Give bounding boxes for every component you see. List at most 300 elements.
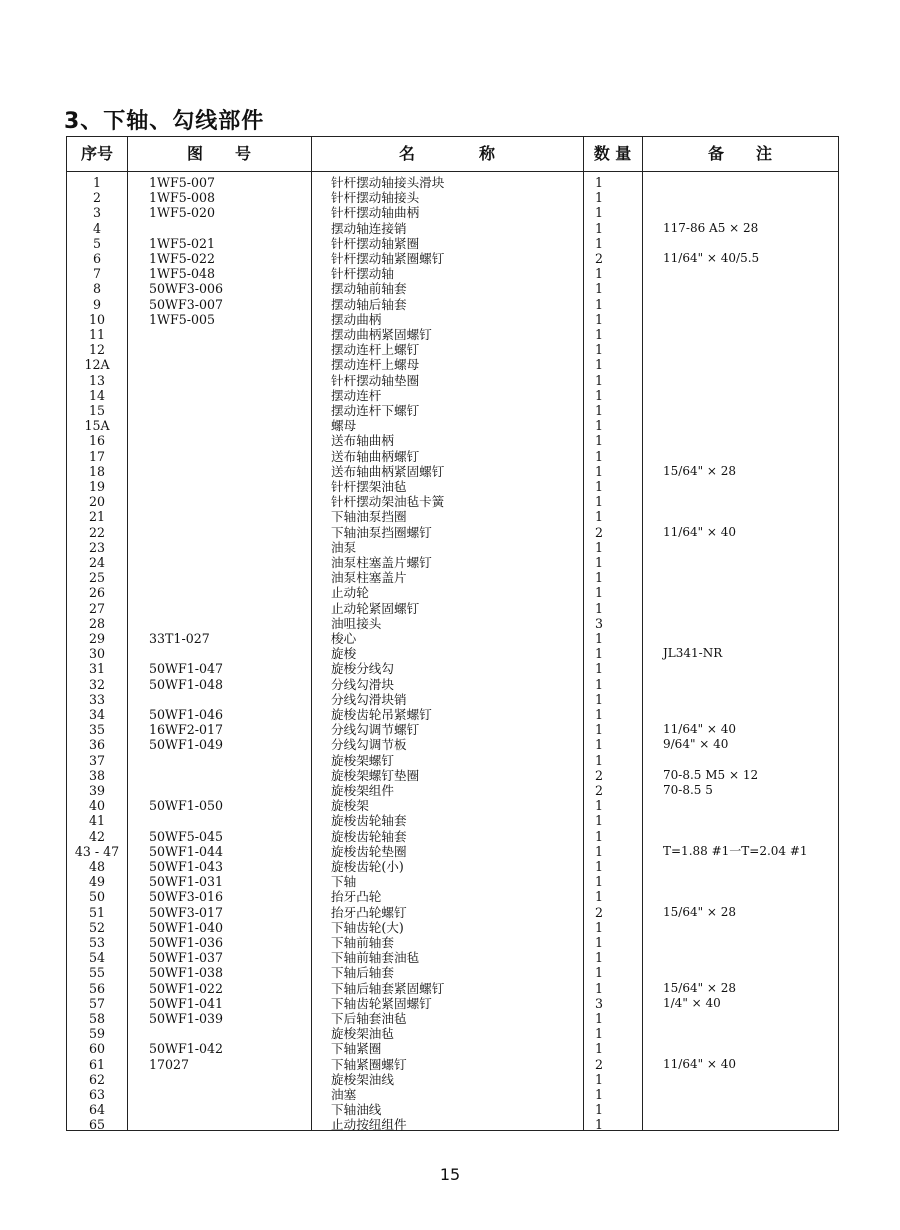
row-seq: 3 [92, 205, 101, 221]
table-row [67, 646, 838, 661]
row-name: 旋梭 [331, 646, 357, 662]
row-seq: 43 - 47 [74, 843, 120, 859]
row-name: 下轴后轴套紧固螺钉 [331, 980, 445, 996]
table-row [67, 920, 838, 935]
row-quantity: 1 [594, 752, 603, 768]
header-note: 备 注 [707, 144, 772, 163]
row-seq: 6 [92, 251, 101, 266]
row-name: 下轴前轴套油毡 [331, 950, 420, 966]
row-quantity: 1 [594, 843, 603, 859]
table-row [67, 935, 838, 950]
row-name: 针杆摆动轴 [331, 266, 394, 282]
row-name: 摆动曲柄 [331, 311, 382, 327]
table-row [67, 403, 838, 418]
row-name: 下轴紧圈螺钉 [331, 1056, 407, 1072]
row-part-number: 33T1-027 [149, 631, 210, 646]
header-seq: 序号 [80, 144, 113, 163]
row-seq: 27 [88, 600, 106, 616]
row-quantity: 2 [594, 524, 603, 540]
row-part-number: 50WF1-043 [149, 859, 224, 874]
row-seq: 28 [88, 615, 106, 631]
table-row [67, 996, 838, 1011]
row-name: 旋梭齿轮垫圈 [331, 843, 407, 859]
row-quantity: 1 [594, 570, 603, 586]
row-part-number: 50WF1-037 [149, 950, 224, 966]
row-seq: 41 [88, 813, 106, 829]
table-row [67, 525, 838, 540]
row-part-number: 1WF5-022 [149, 251, 216, 266]
row-quantity: 1 [594, 342, 603, 358]
row-part-number: 50WF3-017 [149, 904, 224, 920]
row-note: JL341-NR [663, 646, 723, 661]
row-seq: 31 [88, 661, 106, 677]
row-part-number: 16WF2-017 [149, 722, 224, 738]
table-row [67, 449, 838, 464]
row-name: 分线勾滑块销 [331, 691, 407, 707]
row-part-number: 1WF5-007 [149, 175, 216, 190]
row-name: 摆动轴连接销 [331, 220, 407, 236]
row-part-number: 1WF5-020 [149, 205, 216, 221]
table-row [67, 1087, 838, 1102]
row-quantity: 1 [594, 175, 603, 190]
row-quantity: 1 [594, 479, 603, 494]
row-name: 下轴油线 [331, 1102, 382, 1118]
row-name: 针杆摆动轴紧圈螺钉 [331, 251, 445, 266]
row-part-number: 50WF1-042 [149, 1041, 224, 1057]
header-quantity: 数 量 [593, 144, 632, 163]
table-row [67, 312, 838, 327]
table-row [67, 540, 838, 555]
table-row [67, 297, 838, 312]
row-quantity: 1 [594, 1102, 603, 1118]
table-row [67, 418, 838, 433]
row-name: 止动按纽组件 [331, 1117, 407, 1133]
row-seq: 55 [88, 965, 106, 981]
table-row [67, 722, 838, 737]
table-row [67, 1102, 838, 1117]
row-quantity: 1 [594, 494, 603, 510]
row-seq: 21 [88, 509, 106, 525]
row-part-number: 50WF3-006 [149, 281, 224, 297]
row-name: 针杆摆动架油毡卡簧 [331, 494, 445, 510]
row-seq: 23 [88, 539, 106, 555]
row-name: 下轴 [331, 874, 357, 890]
row-name: 油泵柱塞盖片螺钉 [331, 555, 432, 570]
row-quantity: 2 [594, 1056, 603, 1072]
row-name: 旋梭架油线 [331, 1071, 394, 1087]
row-quantity: 2 [594, 783, 603, 798]
row-seq: 48 [88, 859, 106, 874]
table-row [67, 601, 838, 616]
row-seq: 30 [88, 646, 106, 662]
table-row [67, 783, 838, 798]
row-seq: 54 [88, 950, 106, 966]
table-row [67, 190, 838, 205]
table-row [67, 859, 838, 874]
row-quantity: 1 [594, 311, 603, 327]
row-part-number: 50WF1-039 [149, 1011, 224, 1026]
row-seq: 19 [88, 479, 106, 494]
row-quantity: 2 [594, 904, 603, 920]
row-name: 针杆摆动轴接头滑块 [331, 175, 445, 190]
row-seq: 14 [88, 387, 106, 403]
table-row [67, 768, 838, 783]
table-row [67, 570, 838, 585]
section-title: 3、下轴、勾线部件 [64, 109, 265, 134]
row-name: 下轴油泵挡圈螺钉 [331, 524, 432, 540]
row-quantity: 1 [594, 950, 603, 966]
table-row [67, 585, 838, 600]
table-row [67, 205, 838, 220]
row-name: 下轴齿轮(大) [331, 919, 404, 935]
row-seq: 34 [88, 707, 106, 722]
row-quantity: 1 [594, 631, 603, 646]
table-row [67, 281, 838, 296]
row-note: 15/64" × 28 [663, 904, 737, 919]
header-name: 名 称 [398, 144, 495, 163]
row-quantity: 1 [594, 859, 603, 874]
row-seq: 38 [88, 767, 106, 783]
row-quantity: 1 [594, 357, 603, 373]
row-seq: 16 [88, 433, 106, 449]
row-quantity: 1 [594, 813, 603, 829]
row-part-number: 1WF5-048 [149, 266, 216, 282]
row-name: 摆动连杆 [331, 387, 382, 403]
table-row [67, 905, 838, 920]
row-quantity: 1 [594, 600, 603, 616]
row-seq: 26 [88, 585, 106, 601]
row-seq: 8 [92, 281, 101, 297]
row-part-number: 50WF1-031 [149, 874, 224, 890]
table-row [67, 342, 838, 357]
row-quantity: 1 [594, 403, 603, 418]
row-seq: 53 [88, 935, 106, 950]
header-divider [67, 171, 838, 172]
table-row [67, 251, 838, 266]
table-row [67, 494, 838, 509]
row-name: 分线勾滑块 [331, 676, 394, 692]
row-part-number: 50WF1-041 [149, 995, 224, 1011]
row-part-number: 1WF5-021 [149, 235, 216, 251]
row-note: 11/64" × 40 [663, 722, 737, 737]
row-seq: 51 [88, 904, 106, 920]
table-row [67, 509, 838, 524]
row-quantity: 1 [594, 372, 603, 388]
table-row [67, 661, 838, 676]
table-row [67, 1117, 838, 1132]
row-seq: 29 [88, 631, 106, 646]
row-name: 旋梭架螺钉 [331, 752, 394, 768]
row-seq: 11 [88, 327, 106, 342]
row-quantity: 1 [594, 281, 603, 297]
row-name: 旋梭分线勾 [331, 661, 394, 677]
row-quantity: 1 [594, 296, 603, 312]
row-quantity: 1 [594, 539, 603, 555]
table-row [67, 889, 838, 904]
row-note: 11/64" × 40 [663, 1056, 737, 1071]
row-name: 针杆摆动轴紧圈 [331, 235, 420, 251]
row-seq: 50 [88, 889, 106, 905]
row-part-number: 50WF5-045 [149, 828, 224, 844]
row-part-number: 50WF1-046 [149, 707, 224, 722]
row-quantity: 1 [594, 707, 603, 722]
row-name: 送布轴曲柄紧固螺钉 [331, 463, 445, 479]
row-seq: 58 [88, 1011, 106, 1026]
row-seq: 9 [92, 296, 101, 312]
row-name: 油咀接头 [331, 615, 382, 631]
table-row [67, 479, 838, 494]
row-part-number: 50WF1-049 [149, 737, 224, 753]
row-quantity: 1 [594, 433, 603, 449]
table-row [67, 1026, 838, 1041]
row-seq: 4 [92, 220, 101, 236]
row-quantity: 1 [594, 1087, 603, 1102]
row-name: 油泵 [331, 539, 357, 555]
row-name: 抬牙凸轮 [331, 889, 382, 905]
row-name: 送布轴曲柄螺钉 [331, 448, 420, 464]
row-seq: 24 [88, 555, 106, 570]
row-quantity: 1 [594, 737, 603, 753]
row-name: 旋梭架油毡 [331, 1026, 394, 1042]
row-quantity: 1 [594, 555, 603, 570]
row-seq: 25 [88, 570, 106, 586]
row-name: 下轴紧圈 [331, 1041, 382, 1057]
row-part-number: 50WF3-007 [149, 296, 224, 312]
row-quantity: 2 [594, 251, 603, 266]
row-seq: 10 [88, 311, 106, 327]
row-quantity: 1 [594, 235, 603, 251]
row-seq: 60 [88, 1041, 106, 1057]
row-note: 15/64" × 28 [663, 980, 737, 995]
row-quantity: 1 [594, 220, 603, 236]
table-row [67, 874, 838, 889]
row-seq: 33 [88, 691, 106, 707]
table-row [67, 464, 838, 479]
row-seq: 20 [88, 494, 106, 510]
row-seq: 5 [92, 235, 101, 251]
row-seq: 40 [88, 798, 106, 814]
row-seq: 42 [88, 828, 106, 844]
row-name: 旋梭架螺钉垫圈 [331, 767, 420, 783]
row-name: 摆动连杆下螺钉 [331, 403, 420, 418]
row-name: 下轴齿轮紧固螺钉 [331, 995, 432, 1011]
table-row [67, 950, 838, 965]
row-seq: 57 [88, 995, 106, 1011]
row-quantity: 1 [594, 980, 603, 996]
row-part-number: 50WF1-050 [149, 798, 224, 814]
table-row [67, 555, 838, 570]
row-name: 止动轮紧固螺钉 [331, 600, 420, 616]
row-name: 旋梭齿轮轴套 [331, 813, 407, 829]
table-row [67, 1011, 838, 1026]
row-quantity: 1 [594, 1071, 603, 1087]
row-quantity: 1 [594, 676, 603, 692]
table-row [67, 433, 838, 448]
row-seq: 59 [88, 1026, 106, 1042]
row-name: 下后轴套油毡 [331, 1011, 407, 1026]
row-quantity: 1 [594, 965, 603, 981]
table-row [67, 236, 838, 251]
row-part-number: 50WF1-047 [149, 661, 224, 677]
row-quantity: 1 [594, 691, 603, 707]
row-quantity: 3 [594, 995, 603, 1011]
row-seq: 62 [88, 1071, 106, 1087]
row-name: 送布轴曲柄 [331, 433, 394, 449]
row-quantity: 3 [594, 615, 603, 631]
row-name: 梭心 [331, 631, 357, 646]
row-part-number: 1WF5-008 [149, 190, 216, 206]
header-part-number: 图 号 [186, 144, 251, 163]
row-quantity: 1 [594, 661, 603, 677]
table-row [67, 266, 838, 281]
table-row [67, 737, 838, 752]
row-quantity: 1 [594, 1011, 603, 1026]
row-seq: 49 [88, 874, 106, 890]
row-name: 抬牙凸轮螺钉 [331, 904, 407, 920]
row-note: T=1.88 #1一T=2.04 #1 [663, 843, 808, 858]
row-seq: 64 [88, 1102, 106, 1118]
row-part-number: 50WF3-016 [149, 889, 224, 905]
page-number: 15 [439, 1165, 461, 1184]
row-seq: 39 [88, 783, 106, 798]
table-row [67, 631, 838, 646]
row-seq: 63 [88, 1087, 106, 1102]
row-note: 117-86 A5 × 28 [663, 220, 759, 235]
row-seq: 52 [88, 919, 106, 935]
row-name: 摆动轴后轴套 [331, 296, 407, 312]
row-seq: 35 [88, 722, 106, 738]
table-row [67, 707, 838, 722]
row-name: 下轴油泵挡圈 [331, 509, 407, 525]
row-part-number: 50WF1-036 [149, 935, 224, 950]
row-seq: 18 [88, 463, 106, 479]
row-quantity: 1 [594, 874, 603, 890]
row-seq: 36 [88, 737, 106, 753]
row-name: 止动轮 [331, 585, 369, 601]
row-quantity: 1 [594, 418, 603, 434]
table-row [67, 1041, 838, 1056]
row-quantity: 1 [594, 646, 603, 662]
row-name: 摆动轴前轴套 [331, 281, 407, 297]
table-row [67, 221, 838, 236]
row-note: 70-8.5 5 [663, 783, 713, 797]
row-name: 针杆摆动轴曲柄 [331, 205, 420, 221]
row-note: 11/64" × 40 [663, 524, 737, 539]
row-quantity: 1 [594, 266, 603, 282]
row-seq: 61 [88, 1056, 106, 1072]
row-part-number: 50WF1-038 [149, 965, 224, 981]
table-row [67, 692, 838, 707]
row-quantity: 1 [594, 448, 603, 464]
row-quantity: 1 [594, 798, 603, 814]
row-name: 摆动连杆上螺钉 [331, 342, 420, 358]
row-name: 摆动连杆上螺母 [331, 357, 420, 373]
table-row [67, 175, 838, 190]
row-seq: 13 [88, 372, 106, 388]
table-row [67, 373, 838, 388]
row-quantity: 1 [594, 919, 603, 935]
table-row [67, 1057, 838, 1072]
row-name: 旋梭架 [331, 798, 369, 814]
row-seq: 17 [88, 448, 106, 464]
table-row [67, 388, 838, 403]
row-name: 针杆摆动轴垫圈 [331, 372, 420, 388]
row-quantity: 1 [594, 1041, 603, 1057]
parts-table [66, 136, 839, 1131]
table-row [67, 753, 838, 768]
row-quantity: 1 [594, 1026, 603, 1042]
row-note: 15/64" × 28 [663, 463, 737, 478]
row-name: 针杆摆架油毡 [331, 479, 407, 494]
row-name: 分线勾调节螺钉 [331, 722, 420, 738]
row-name: 下轴前轴套 [331, 935, 394, 950]
row-quantity: 1 [594, 387, 603, 403]
table-row [67, 844, 838, 859]
row-seq: 37 [88, 752, 106, 768]
row-name: 油塞 [331, 1087, 357, 1102]
row-part-number: 50WF1-040 [149, 919, 224, 935]
row-seq: 56 [88, 980, 106, 996]
row-name: 旋梭架组件 [331, 783, 394, 798]
row-name: 分线勾调节板 [331, 737, 407, 753]
row-part-number: 17027 [149, 1056, 190, 1072]
row-quantity: 1 [594, 327, 603, 342]
table-row [67, 357, 838, 372]
row-quantity: 1 [594, 509, 603, 525]
row-note: 9/64" × 40 [663, 737, 729, 752]
row-quantity: 1 [594, 585, 603, 601]
table-row [67, 327, 838, 342]
row-quantity: 1 [594, 722, 603, 738]
row-part-number: 50WF1-044 [149, 843, 224, 859]
row-quantity: 1 [594, 828, 603, 844]
row-seq: 15 [88, 403, 106, 418]
row-quantity: 1 [594, 889, 603, 905]
row-name: 旋梭齿轮吊紧螺钉 [331, 707, 432, 722]
row-seq: 65 [88, 1117, 106, 1133]
row-seq: 12 [88, 342, 106, 358]
row-note: 11/64" × 40/5.5 [663, 251, 760, 265]
table-row [67, 616, 838, 631]
row-quantity: 2 [594, 767, 603, 783]
row-name: 针杆摆动轴接头 [331, 190, 420, 206]
table-row [67, 1072, 838, 1087]
row-name: 下轴后轴套 [331, 965, 394, 981]
row-seq: 12A [84, 357, 110, 373]
row-part-number: 50WF1-048 [149, 676, 224, 692]
row-quantity: 1 [594, 935, 603, 950]
row-name: 摆动曲柄紧固螺钉 [331, 327, 432, 342]
row-seq: 32 [88, 676, 106, 692]
table-row [67, 813, 838, 828]
row-name: 旋梭齿轮(小) [331, 859, 404, 874]
table-row [67, 677, 838, 692]
table-row [67, 829, 838, 844]
row-seq: 7 [92, 266, 101, 282]
row-name: 油泵柱塞盖片 [331, 570, 407, 586]
row-note: 70-8.5 M5 × 12 [663, 767, 759, 782]
row-seq: 15A [84, 418, 110, 434]
row-seq: 1 [92, 175, 101, 190]
row-quantity: 1 [594, 1117, 603, 1133]
row-note: 1/4" × 40 [663, 995, 721, 1010]
table-row [67, 965, 838, 980]
row-part-number: 1WF5-005 [149, 311, 216, 327]
row-seq: 2 [92, 190, 101, 206]
table-row [67, 981, 838, 996]
row-quantity: 1 [594, 190, 603, 206]
row-quantity: 1 [594, 205, 603, 221]
